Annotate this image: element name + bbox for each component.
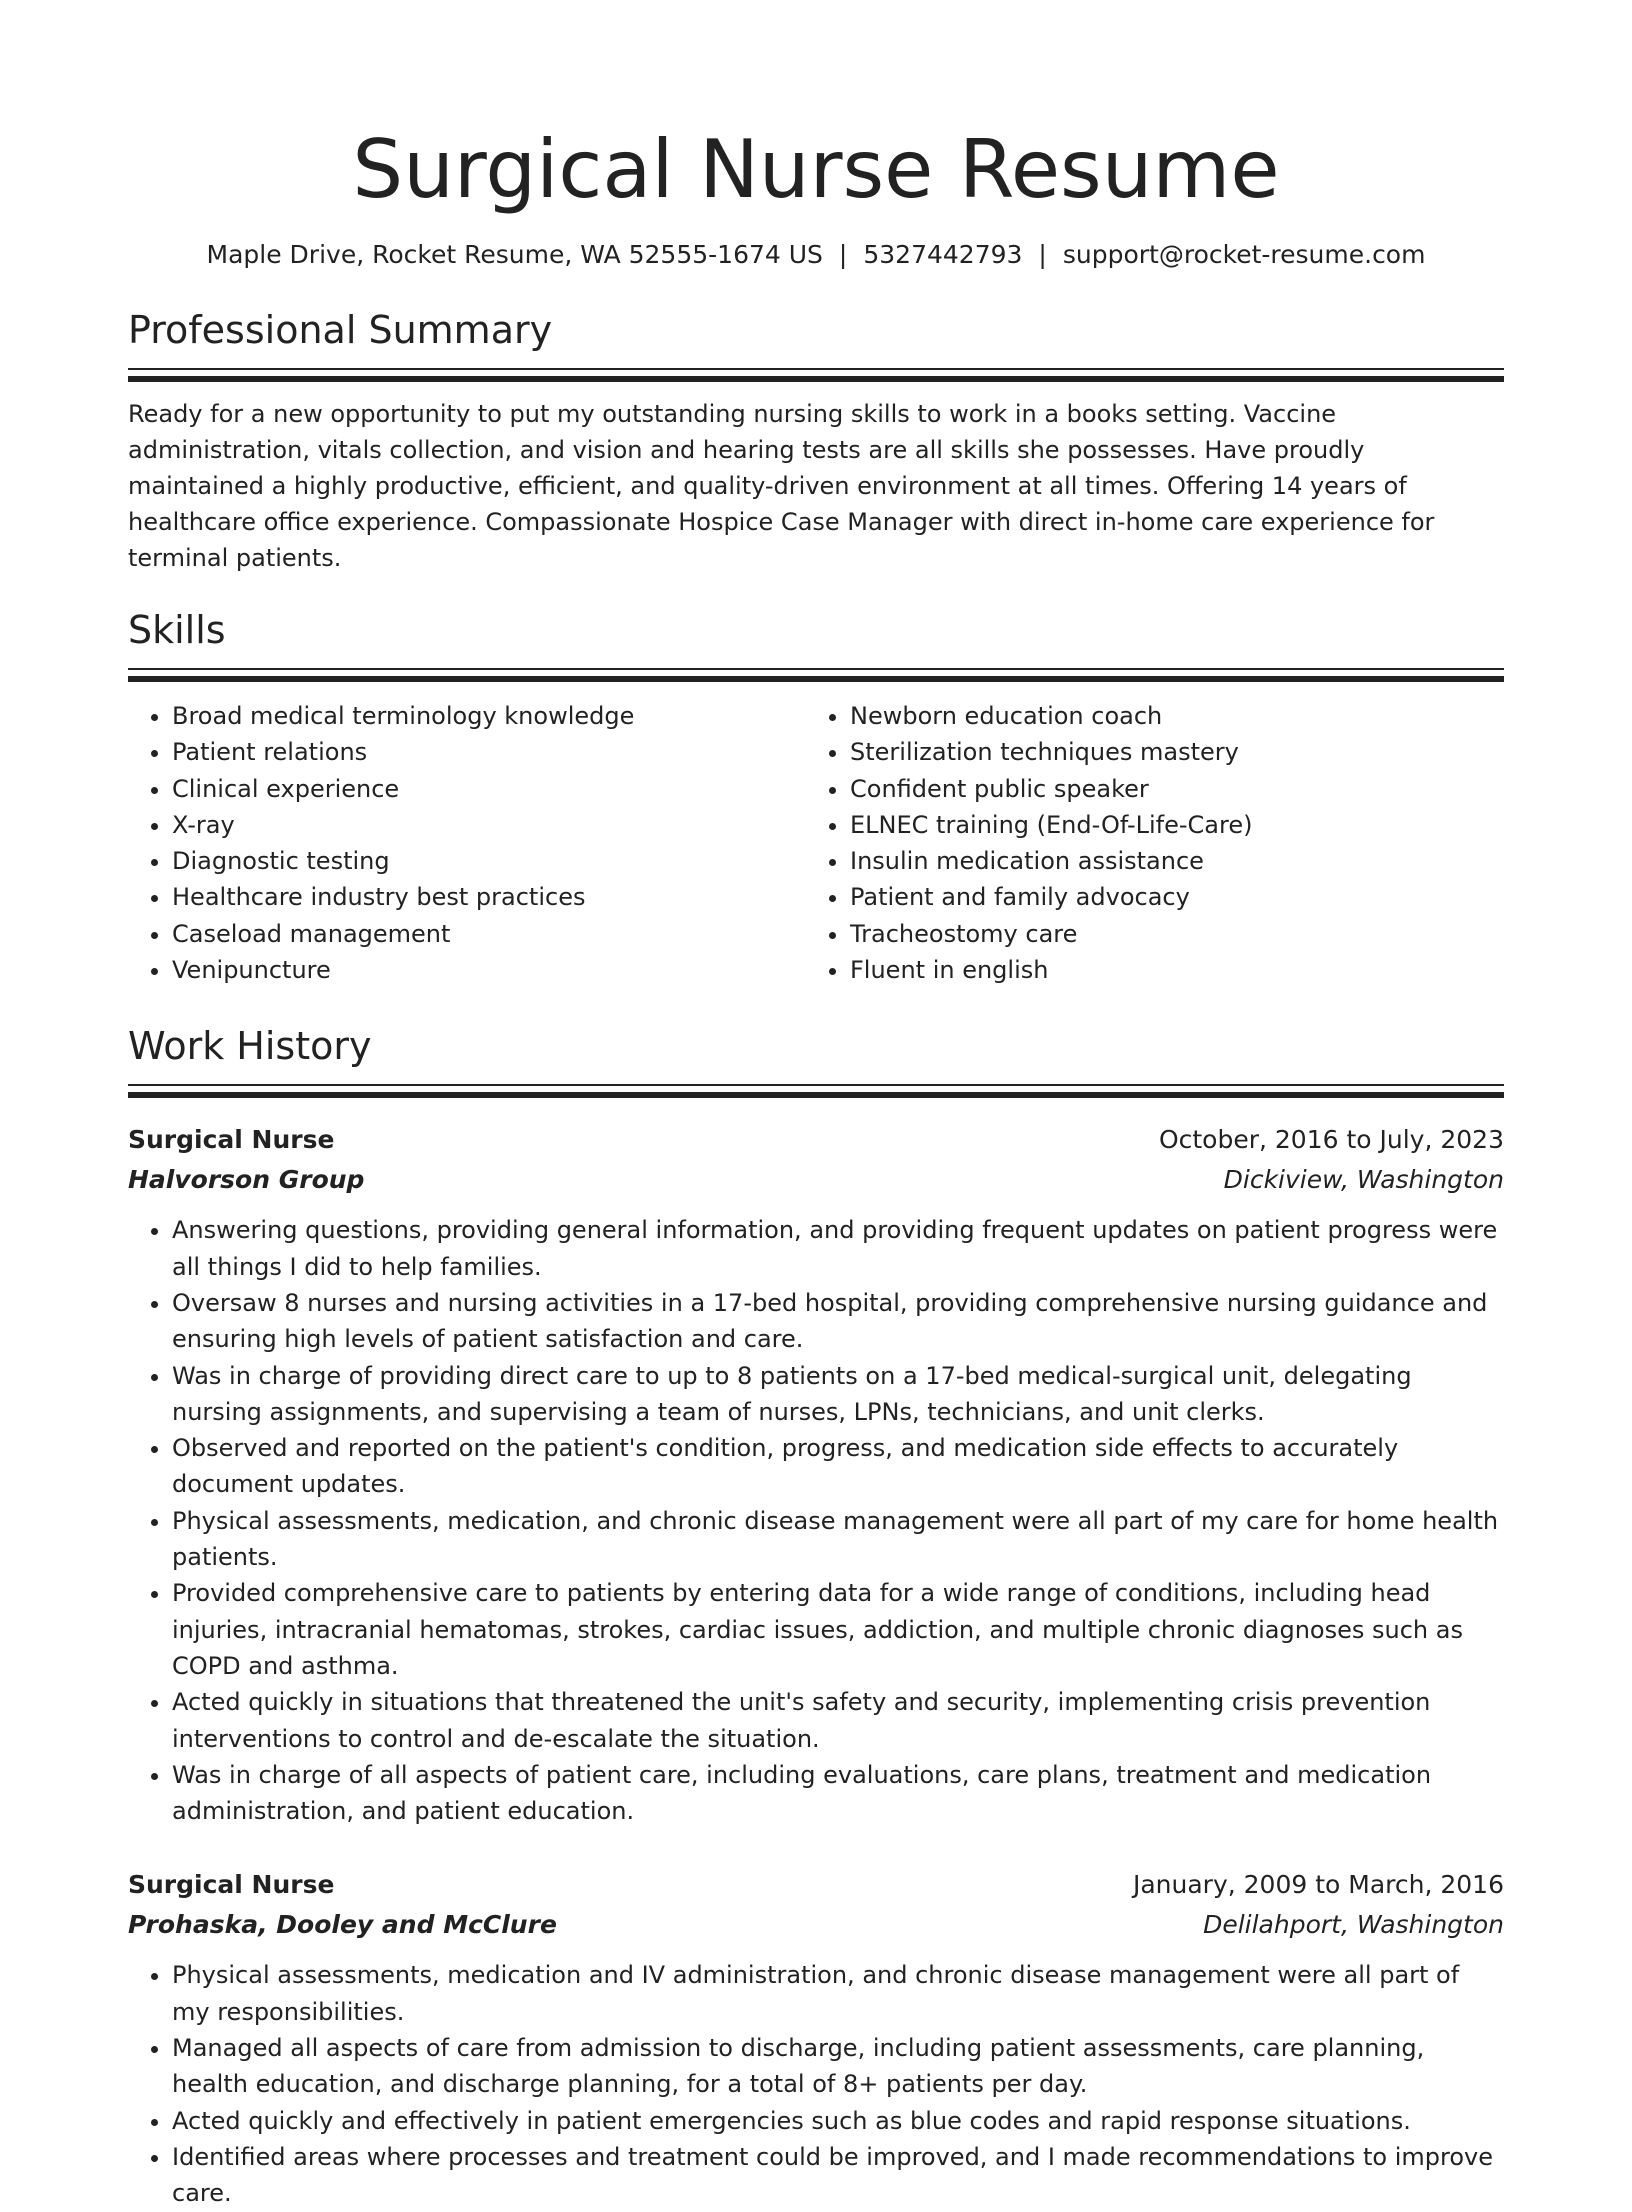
section-heading-summary: Professional Summary: [128, 308, 553, 352]
skill-item: • Insulin medication assistance: [850, 843, 1484, 879]
skills-column-left: [128, 698, 806, 988]
job-dates: October, 2016 to July, 2023: [1158, 1125, 1504, 1155]
section-divider: [128, 368, 1504, 382]
work-history-section: [128, 1022, 1504, 2211]
skill-item: • Healthcare industry best practices: [172, 879, 806, 915]
skill-item: • X-ray: [172, 807, 806, 843]
job-bullet: • Acted quickly and effectively in patient emergencies such as blue codes and rapid response situations.: [172, 2103, 1504, 2139]
section-heading-work: Work History: [128, 1024, 372, 1069]
job-company: Prohaska, Dooley and McClure: [128, 1910, 557, 1940]
skill-item: • Sterilization techniques mastery: [850, 734, 1484, 770]
skill-item: • ELNEC training (End-Of-Life-Care): [850, 807, 1484, 843]
contact-address: Maple Drive, Rocket Resume, WA 52555-1674 US: [206, 240, 823, 269]
skill-item: • Patient relations: [172, 734, 806, 770]
skill-item: • Tracheostomy care: [850, 916, 1484, 952]
job-company-row: [128, 1905, 1504, 1945]
job-bullet: • Identified areas where processes and treatment could be improved, and I made recommendations to improve care.: [172, 2139, 1504, 2212]
skills-section: [128, 606, 1504, 988]
job-entry: [128, 1120, 1504, 1829]
job-location: Dickiview, Washington: [1223, 1165, 1504, 1195]
job-title: Surgical Nurse: [128, 1125, 335, 1155]
job-company: Halvorson Group: [128, 1165, 365, 1195]
job-bullet: • Acted quickly in situations that threatened the unit's safety and security, implementing crisis prevention interventions to control and de-escalate the situation.: [172, 1684, 1504, 1757]
job-bullet: • Physical assessments, medication and IV administration, and chronic disease management were all part of my responsibilities.: [172, 1957, 1504, 2030]
job-bullets: [128, 1212, 1504, 1829]
skill-item: • Venipuncture: [172, 952, 806, 988]
job-company-row: [128, 1160, 1504, 1200]
skills-grid: [128, 698, 1504, 988]
job-bullet: • Provided comprehensive care to patients by entering data for a wide range of conditions, including head injuries, intracranial hematomas, strokes, cardiac issues, addiction, and multiple chronic diagnoses such as COPD and asthma.: [172, 1575, 1504, 1684]
job-bullet: • Answering questions, providing general information, and providing frequent updates on patient progress were all things I did to help families.: [172, 1212, 1504, 1285]
skill-item: • Caseload management: [172, 916, 806, 952]
skill-item: • Confident public speaker: [850, 771, 1484, 807]
professional-summary-section: [128, 306, 1504, 576]
job-title: Surgical Nurse: [128, 1870, 335, 1900]
contact-separator: |: [1038, 240, 1047, 269]
job-header-row: [128, 1120, 1504, 1160]
job-header-row: [128, 1865, 1504, 1905]
job-entry: [128, 1865, 1504, 2211]
job-bullet: • Physical assessments, medication, and chronic disease management were all part of my care for home health patients.: [172, 1503, 1504, 1576]
job-bullet: • Oversaw 8 nurses and nursing activities in a 17-bed hospital, providing comprehensive nursing guidance and ensuring high levels of patient satisfaction and care.: [172, 1285, 1504, 1358]
job-dates: January, 2009 to March, 2016: [1132, 1870, 1504, 1900]
skill-item: • Diagnostic testing: [172, 843, 806, 879]
skill-item: • Newborn education coach: [850, 698, 1484, 734]
section-divider: [128, 1084, 1504, 1098]
skill-item: • Broad medical terminology knowledge: [172, 698, 806, 734]
summary-paragraph: Ready for a new opportunity to put my outstanding nursing skills to work in a books setting. Vaccine administration, vitals collection, and vision and hearing tests are all skills she possesses. Have proudly maintained a highly productive, efficient, and quality-driven environment at all times. Offering 14 years of healthcare office experience. Compassionate Hospice Case Manager with direct in-home care experience for terminal patients.: [128, 400, 1435, 572]
resume-title: Surgical Nurse Resume: [352, 123, 1280, 216]
skills-column-right: [806, 698, 1484, 988]
job-bullet: • Was in charge of providing direct care to up to 8 patients on a 17-bed medical-surgical unit, delegating nursing assignments, and supervising a team of nurses, LPNs, technicians, and unit clerks.: [172, 1358, 1504, 1431]
section-heading-skills: Skills: [128, 608, 226, 652]
skill-item: • Clinical experience: [172, 771, 806, 807]
contact-phone: 5327442793: [863, 240, 1023, 269]
contact-separator: |: [838, 240, 848, 269]
job-bullets: [128, 1957, 1504, 2211]
contact-line: [128, 238, 1504, 272]
job-location: Delilahport, Washington: [1203, 1910, 1504, 1940]
section-divider: [128, 668, 1504, 682]
job-bullet: • Was in charge of all aspects of patient care, including evaluations, care plans, treatment and medication administration, and patient education.: [172, 1757, 1504, 1830]
skill-item: • Fluent in english: [850, 952, 1484, 988]
skill-item: • Patient and family advocacy: [850, 879, 1484, 915]
contact-email: support@rocket-resume.com: [1062, 240, 1426, 269]
job-bullet: • Observed and reported on the patient's condition, progress, and medication side effects to accurately document updates.: [172, 1430, 1504, 1503]
resume-page: [128, 0, 1504, 2212]
job-bullet: • Managed all aspects of care from admission to discharge, including patient assessments, care planning, health education, and discharge planning, for a total of 8+ patients per day.: [172, 2030, 1504, 2103]
